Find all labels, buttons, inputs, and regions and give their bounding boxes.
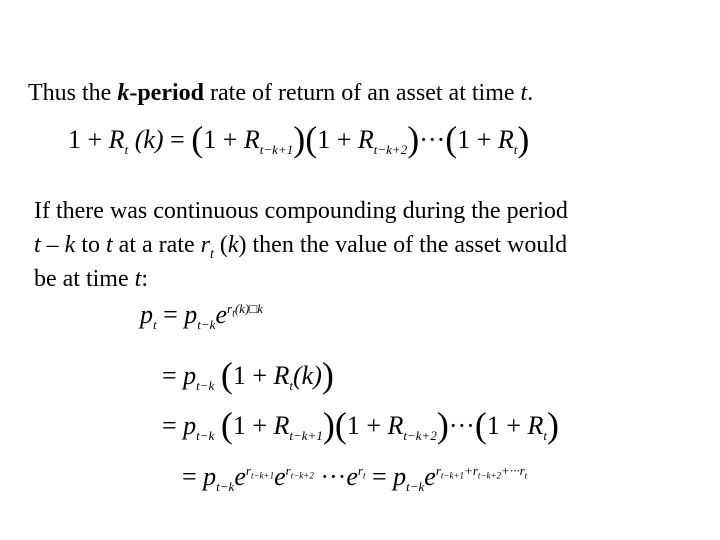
eq5-e4-plus: + [464, 463, 473, 479]
paren-open: ( [191, 119, 204, 159]
eq2-exp-r: r [227, 301, 233, 317]
para-open: ( [213, 232, 228, 258]
eq3-sub-tk: t−k [196, 378, 215, 394]
equation-step-3 [162, 404, 559, 444]
intro-time-var: t [520, 80, 528, 106]
eq1-equals: = [163, 125, 192, 154]
eq2-e: e [215, 300, 227, 329]
eq4-one-c: 1 + [486, 411, 528, 440]
eq4-dots: ··· [448, 411, 475, 440]
para-rest: ) then the value of the asset would [238, 232, 568, 258]
eq5-e4-sub3: t [524, 470, 528, 481]
equation-step-4 [182, 462, 527, 495]
eq3-R: R [273, 361, 290, 390]
eq4-equals: = [162, 411, 184, 440]
para-r-sub: t [209, 246, 214, 262]
para-t: t [34, 232, 41, 258]
equation-continuous-value [140, 300, 263, 333]
eq1-R-d: R [497, 125, 514, 154]
eq2-equals: = [156, 300, 185, 329]
eq5-e4-plusdots: +··· [501, 463, 520, 479]
paren-close: ) [322, 405, 335, 445]
eq5-e3-sub: t [362, 470, 366, 481]
paren-open: ( [474, 405, 487, 445]
eq2-p2: p [184, 300, 198, 329]
intro-prefix: Thus the [28, 80, 118, 106]
para-line-3-a: be at time [34, 266, 135, 292]
eq4-sub-tk1: t−k+1 [289, 428, 323, 444]
eq5-e4-r2: r [472, 463, 478, 479]
eq1-sub-t: t [124, 142, 129, 158]
paren-close: ) [517, 119, 530, 159]
eq1-sub-t2: t [513, 142, 518, 158]
eq4-R-c: R [527, 411, 544, 440]
para-dash: – [40, 232, 65, 258]
eq1-R-b: R [243, 125, 260, 154]
eq1-one-b: 1 + [203, 125, 244, 154]
eq1-k-arg: (k) [134, 125, 164, 154]
eq1-one-c: 1 + [317, 125, 358, 154]
intro-line [28, 80, 533, 107]
para-line-3-t: t [134, 266, 142, 292]
paren-close: ) [407, 119, 420, 159]
eq4-one-b: 1 + [346, 411, 388, 440]
eq5-e1: e [234, 462, 246, 491]
paren-close: ) [547, 405, 559, 445]
eq5-equals2: = [371, 462, 394, 491]
eq5-e3: e [346, 462, 358, 491]
paren-open: ( [445, 119, 458, 159]
eq4-R: R [273, 411, 290, 440]
eq5-dots: ··· [320, 462, 347, 491]
eq4-sub-tk: t−k [196, 428, 215, 444]
para-r: r [200, 232, 210, 258]
eq5-e4-sub2: t−k+2 [477, 470, 502, 481]
eq4-one: 1 + [232, 411, 274, 440]
paren-close: ) [436, 405, 449, 445]
paren-open: ( [220, 405, 233, 445]
eq1-one-d: 1 + [457, 125, 498, 154]
eq5-equals: = [182, 462, 204, 491]
eq3-equals: = [162, 361, 184, 390]
eq4-p: p [183, 411, 197, 440]
eq1-R: R [108, 125, 125, 154]
eq4-sub-t: t [543, 428, 547, 444]
eq1-dots: ··· [419, 125, 446, 154]
equation-step-2 [162, 354, 334, 394]
para-line-2 [34, 232, 567, 263]
paren-open: ( [305, 119, 318, 159]
para-line-1 [34, 198, 568, 225]
eq5-p: p [203, 462, 217, 491]
para-rate: at a rate [112, 232, 201, 258]
eq2-sub-t: t [153, 317, 157, 333]
para-t2: t [106, 232, 113, 258]
eq5-e2-r: r [285, 463, 291, 479]
eq2-p: p [140, 300, 153, 329]
eq5-p2: p [393, 462, 407, 491]
paren-close: ) [293, 119, 306, 159]
paren-open: ( [334, 405, 347, 445]
bold-term-k: k [117, 80, 130, 106]
eq1-sub-tk2: t−k+2 [373, 142, 408, 158]
para-k: k [64, 232, 76, 258]
eq5-e4-sub1: t−k+1 [440, 470, 465, 481]
eq5-e1-sub: t−k+1 [250, 470, 275, 481]
eq5-e4: e [424, 462, 436, 491]
para-line-3 [34, 266, 148, 293]
eq2-exp-sub: t [232, 308, 235, 320]
eq5-e4-r3: r [519, 463, 525, 479]
eq5-sub-tk2: t−k [406, 479, 425, 495]
eq3-p: p [183, 361, 197, 390]
eq2-sub-tk: t−k [197, 317, 216, 333]
eq1-R-c: R [357, 125, 374, 154]
equation-k-period-return [68, 118, 529, 158]
eq2-exp-rest: (k)□k [234, 301, 263, 317]
eq5-sub-tk: t−k [216, 479, 235, 495]
eq5-e4-r1: r [435, 463, 441, 479]
eq5-e2-sub: t−k+2 [290, 470, 314, 481]
paren-close: ) [321, 355, 334, 395]
paren-open: ( [220, 355, 233, 395]
intro-end: . [527, 80, 534, 106]
eq5-e2: e [274, 462, 286, 491]
para-line-1-text: If there was continuous compounding during the period [34, 198, 568, 224]
para-to: to [75, 232, 106, 258]
eq1-sub-tk1: t−k+1 [259, 142, 294, 158]
eq3-one: 1 + [232, 361, 274, 390]
eq3-sub-t: t [289, 378, 294, 394]
para-k2: k [227, 232, 239, 258]
para-line-3-colon: : [141, 266, 148, 292]
eq4-R-b: R [387, 411, 404, 440]
eq3-k-arg: (k) [293, 361, 322, 390]
eq5-e1-r: r [245, 463, 251, 479]
eq5-e3-r: r [357, 463, 363, 479]
bold-term-rest: -period [129, 80, 204, 106]
intro-suffix: rate of return of an asset at time [204, 80, 521, 106]
eq4-sub-tk2: t−k+2 [403, 428, 437, 444]
eq1-one: 1 + [68, 125, 109, 154]
